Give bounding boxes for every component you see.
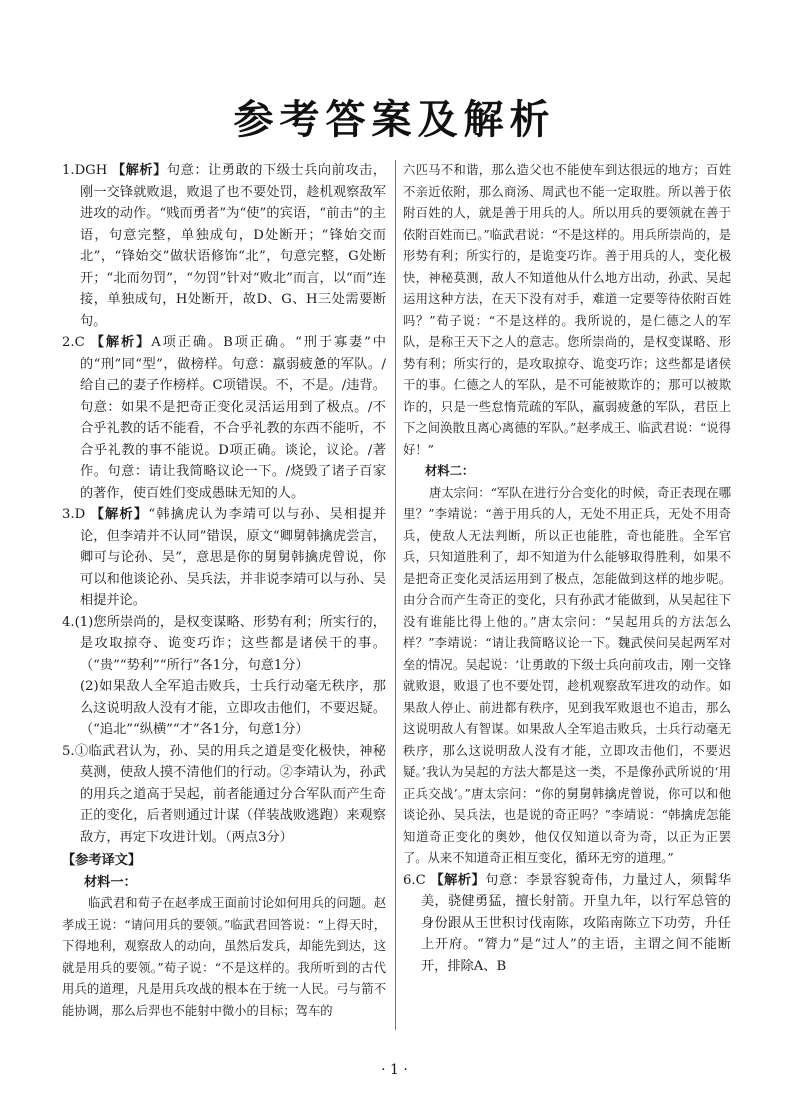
answer-2-num: 2.C: [62, 335, 85, 350]
answer-3: [62, 504, 386, 612]
answer-5: [62, 741, 386, 849]
answer-4-part-2: (2)如果敌人全军追击败兵，士兵行动毫无秩序，那么这说明敌人没有才能，立即攻击他们，不要迟疑。（“追北”“纵横”“才”各1分，句意1分）: [80, 679, 386, 737]
answer-1-num: 1.DGH: [62, 163, 108, 178]
answer-5-num: 5.: [62, 743, 75, 759]
answer-4-text-1: (1)您所崇尚的，是权变谋略、形势有利；所实行的，是攻取掠夺、诡变巧诈；这些都是诸侯干的事。（“贵”“势利”“所行”各1分，句意1分）: [74, 614, 386, 673]
answer-1: [62, 160, 386, 332]
answer-2-tag: 【解析】: [90, 335, 152, 350]
material-2-text: 唐太宗问：“军队在进行分合变化的时候，奇正表现在哪里？”李靖说：“善于用兵的人，无处不用正兵，无处不用奇兵，使敌人无法判断，所以正也能胜，奇也能胜。全军官兵，只知道胜利了，却不知道为什么能够取得胜利，如果不是把奇正变化灵活运用到了极点，怎能做到这样的地步呢。由分合而产生奇正的变化，只有孙武才能做到，从吴起往下没有谁能比得上他的。”唐太宗问：“吴起用兵的方法怎么样？”李靖说：“请让我简略议论一下。魏武侯问吴起两军对垒的情况。吴起说：‘让勇敢的下级士兵向前攻击，刚一交锋就败退，败退了也不要处罚，趁机观察敌军进攻的动作。如果敌人停止、前进都有秩序，见到我军败退也不追击，那么这说明敌人有智谋。如果敌人全军追击败兵，士兵行动毫无秩序，那么这说明敌人没有才能，立即攻击他们，不要迟疑。’我认为吴起的方法大都是这一类，不是像孙武所说的‘用正兵交战’。”唐太宗问：“你的舅舅韩擒虎曾说，你可以和他谈论孙、吴兵法，也是说的奇正吗？”李靖说：“韩擒虎怎能知道奇正变化的奥妙，他仅仅知道以奇为奇，以正为正罢了。从来不知道奇正相互变化，循环无穷的道理。”: [403, 485, 731, 865]
answer-2-text: A项正确。B项正确。“刑于寡妻”中的“刑”同“型”，做榜样。句意：羸弱疲惫的军队。/给自己的妻子作榜样。C项错误。不，不是。/违背。句意：如果不是把奇正变化灵活运用到了极点。/不合乎礼教的话不能看，不合乎礼教的东西不能听，不合乎礼教的事不能说。D项正确。谈论，议论。/著作。句意：请让我简略议论一下。/烧毁了诸子百家的著作，使百姓们变成愚昧无知的人。: [80, 335, 386, 501]
page-title: 参考答案及解析: [233, 97, 556, 143]
answer-5-text: ①临武君认为，孙、吴的用兵之道是变化极快，神秘莫测，使敌人摸不清他们的行动。②李靖认为，孙武的用兵之道高于吴起，前者能通过分合军队而产生奇正的变化，后者则通过计谋（佯装战败逃跑）来观察敌方，再定下攻进计划。（两点3分）: [74, 743, 386, 845]
answer-1-text: 句意：让勇敢的下级士兵向前攻击，刚一交锋就败退，败退了也不要处罚，趁机观察敌军进攻的动作。“贱而勇者”为“使”的宾语，“前击”的主语，句意完整，单独成句，D处断开；“锋始交而北”，“锋始交”做状语修饰“北”，句意完整，G处断开；“北而勿罚”，“勿罚”针对“败北”而言，以“而”连接，单独成句，H处断开，故D、G、H三处需要断句。: [80, 163, 386, 329]
left-column: [62, 160, 386, 1022]
answer-6-text: 句意：李景容貌奇伟，力量过人，须髯华美，骁健勇猛，擅长射箭。开皇九年，以行军总管的身份跟从王世积讨伐南陈，攻陷南陈立下功劳，升任上开府。“膂力”是“过人”的主语，主谓之间不能断开，排除A、B: [421, 872, 732, 974]
material-2-label: 材料二：: [425, 464, 475, 478]
answer-3-tag: 【解析】: [90, 507, 149, 522]
answer-2: [62, 332, 386, 504]
answer-6-tag: 【解析】: [430, 872, 486, 888]
page-number: · 1 ·: [381, 1062, 408, 1078]
right-column: [403, 160, 731, 977]
material-1-label: 材料一：: [84, 874, 137, 890]
answer-3-text: “韩擒虎认为李靖可以与孙、吴相提并论，但李靖并不认同”错误，原文“卿舅韩擒虎尝言，卿可与论孙、吴”，意思是你的舅舅韩擒虎曾说，你可以和他谈论孙、吴兵法，并非说李靖可以与孙、吴相提并论。: [80, 507, 386, 608]
answer-1-tag: 【解析】: [111, 163, 167, 178]
answer-6-num: 6.C: [403, 872, 426, 888]
reference-translation-heading: 【参考译文】: [62, 853, 142, 868]
answer-6: [403, 870, 731, 978]
material-1-text-right: 六匹马不和谐，那么造父也不能使车到达很远的地方；百姓不亲近依附，那么商汤、周武也不能一定取胜。所以善于依附百姓的人，就是善于用兵的人。所以用兵的要领就在善于依附百姓而已。”临武君说：“不是这样的。用兵所崇尚的，是形势有利；所实行的，是诡变巧诈。善于用兵的人，变化极快，神秘莫测，敌人不知道他从什么地方出动，孙武、吴起运用这种方法，在天下没有对手，难道一定要等待依附百姓吗？”荀子说：“不是这样的。我所说的，是仁德之人的军队，是称王天下之人的意志。您所崇尚的，是权变谋略、形势有利；所实行的，是攻取掠夺、诡变巧诈；这些都是诸侯干的事。仁德之人的军队，是不可能被欺诈的；那可以被欺诈的，只是一些怠惰荒疏的军队，羸弱疲惫的军队，君臣上下之间涣散且离心离德的军队。”赵孝成王、临武君说：“说得好！”: [403, 163, 731, 457]
answer-4-part-1: [62, 612, 386, 677]
answer-3-num: 3.D: [62, 507, 86, 522]
answer-4-num: 4.: [62, 614, 75, 630]
material-1-text-left: 临武君和荀子在赵孝成王面前讨论如何用兵的问题。赵孝成王说：“请问用兵的要领。”临武君回答说：“上得天时，下得地利，观察敌人的动向，虽然后发兵，却能先到达，这就是用兵的要领。”荀子说：“不是这样的。我所听到的古代用兵的道理，凡是用兵攻战的根本在于统一人民。弓与箭不能协调，那么后羿也不能射中微小的目标；驾车的: [62, 896, 386, 1018]
column-divider: [395, 160, 396, 1030]
